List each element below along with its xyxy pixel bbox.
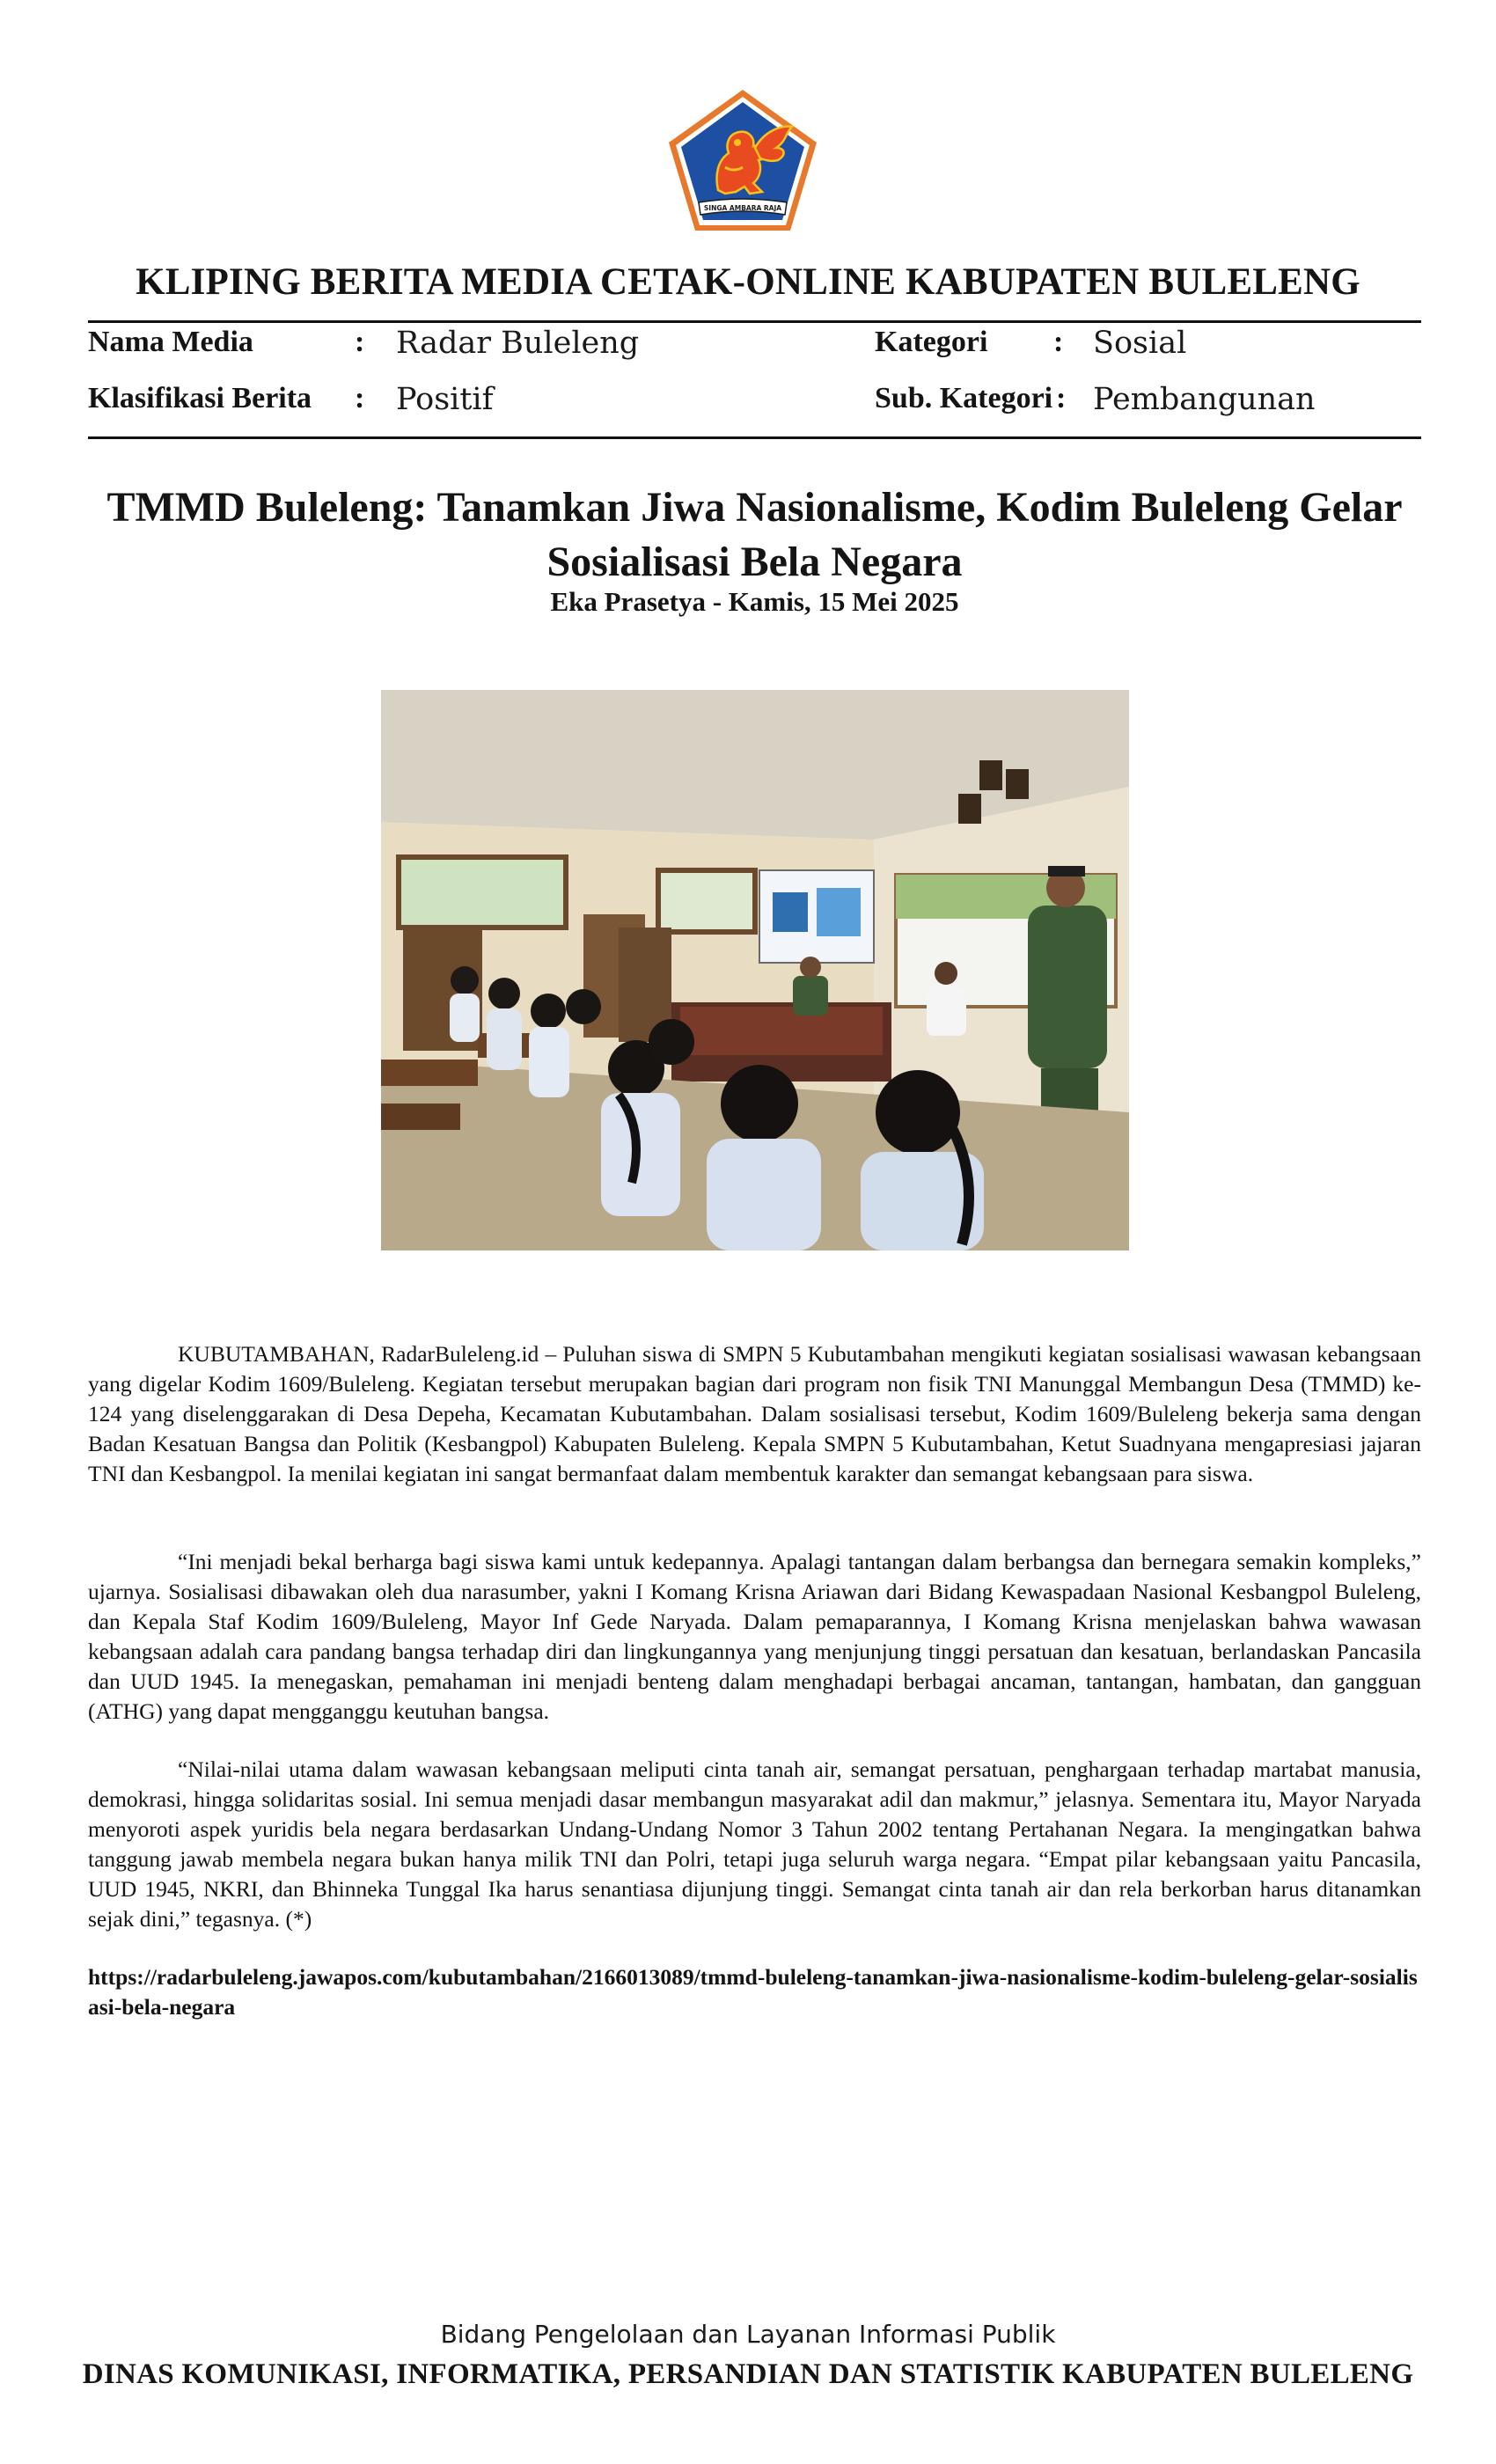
kategori-label: Kategori: [875, 326, 988, 358]
klasifikasi-berita-colon: :: [355, 382, 365, 414]
footer-agency-name: DINAS KOMUNIKASI, INFORMATIKA, PERSANDIAN DAN STATISTIK KABUPATEN BULELENG: [82, 2358, 1414, 2390]
kategori-value: Sosial: [1093, 326, 1187, 361]
header-top-rule: [88, 320, 1421, 323]
footer-unit-name: Bidang Pengelolaan dan Layanan Informasi Publik: [440, 2320, 1056, 2349]
article-photo-classroom-session: [381, 690, 1129, 1250]
kategori-colon: :: [1053, 326, 1064, 358]
sub-kategori-colon: :: [1056, 382, 1067, 414]
article-source-url: https://radarbuleleng.jawapos.com/kubutambahan/2166013089/tmmd-buleleng-tanamkan-jiwa-nasionalisme-kodim-buleleng-gelar-sosialisasi-bela-negara: [88, 1964, 1418, 2020]
nama-media-value: Radar Buleleng: [396, 326, 640, 361]
clipping-header-title: KLIPING BERITA MEDIA CETAK-ONLINE KABUPATEN BULELENG: [136, 261, 1360, 303]
article-paragraph-3: “Nilai-nilai utama dalam wawasan kebangsaan meliputi cinta tanah air, semangat persatuan, penghargaan terhadap martabat manusia, demokrasi, hingga solidaritas sosial. Ini semua menjadi dasar membangun masyarakat adil dan makmur,” jelasnya. Sementara itu, Mayor Naryada menyoroti aspek yuridis bela negara berdasarkan Undang-Undang Nomor 3 Tahun 2002 tentang Pertahanan Negara. Ia mengingatkan bahwa tanggung jawab membela negara bukan hanya milik TNI dan Polri, tetapi juga seluruh warga negara. “Empat pilar kebangsaan yaitu Pancasila, UUD 1945, NKRI, dan Bhinneka Tunggal Ika harus senantiasa dijunjung tinggi. Semangat cinta tanah air dan rela berkorban harus ditanamkan sejak dini,” tegasnya. (*): [88, 1756, 1421, 1932]
logo-motto-text: SINGA AMBARA RAJA: [703, 204, 782, 212]
buleleng-coat-of-arms-logo: [664, 86, 822, 236]
klasifikasi-berita-label: Klasifikasi Berita: [88, 382, 312, 414]
sub-kategori-label: Sub. Kategori: [875, 382, 1053, 414]
nama-media-colon: :: [355, 326, 365, 358]
klasifikasi-berita-value: Positif: [396, 382, 494, 417]
article-paragraph-1: KUBUTAMBAHAN, RadarBuleleng.id – Puluhan siswa di SMPN 5 Kubutambahan mengikuti kegiatan sosialisasi wawasan kebangsaan yang digelar Kodim 1609/Buleleng. Kegiatan tersebut merupakan bagian dari program non fisik TNI Manunggal Membangun Desa (TMMD) ke-124 yang diselenggarakan di Desa Depeha, Kecamatan Kubutambahan. Dalam sosialisasi tersebut, Kodim 1609/Buleleng bekerja sama dengan Badan Kesatuan Bangsa dan Politik (Kesbangpol) Kabupaten Buleleng. Kepala SMPN 5 Kubutambahan, Ketut Suadnyana mengapresiasi jajaran TNI dan Kesbangpol. Ia menilai kegiatan ini sangat bermanfaat dalam membentuk karakter dan semangat kebangsaan para siswa.: [88, 1341, 1421, 1486]
article-paragraph-2: “Ini menjadi bekal berharga bagi siswa kami untuk kedepannya. Apalagi tantangan dalam berbangsa dan bernegara semakin kompleks,” ujarnya. Sosialisasi dibawakan oleh dua narasumber, yakni I Komang Krisna Ariawan dari Bidang Kewaspadaan Nasional Kesbangpol Buleleng, dan Kepala Staf Kodim 1609/Buleleng, Mayor Inf Gede Naryada. Dalam pemaparannya, I Komang Krisna menjelaskan bahwa wawasan kebangsaan adalah cara pandang bangsa terhadap diri dan lingkungannya yang menjunjung tinggi persatuan dan kesatuan, berlandaskan Pancasila dan UUD 1945. Ia menegaskan, pemahaman ini menjadi benteng dalam menghadapi berbagai ancaman, tantangan, hambatan, dan gangguan (ATHG) yang dapat mengganggu keutuhan bangsa.: [88, 1549, 1421, 1724]
nama-media-label: Nama Media: [88, 326, 253, 358]
article-headline: TMMD Buleleng: Tanamkan Jiwa Nasionalisme, Kodim Buleleng Gelar Sosialisasi Bela Negara: [106, 484, 1403, 585]
header-bottom-rule: [88, 436, 1421, 439]
sub-kategori-value: Pembangunan: [1093, 382, 1316, 417]
article-byline: Eka Prasetya - Kamis, 15 Mei 2025: [550, 586, 959, 617]
